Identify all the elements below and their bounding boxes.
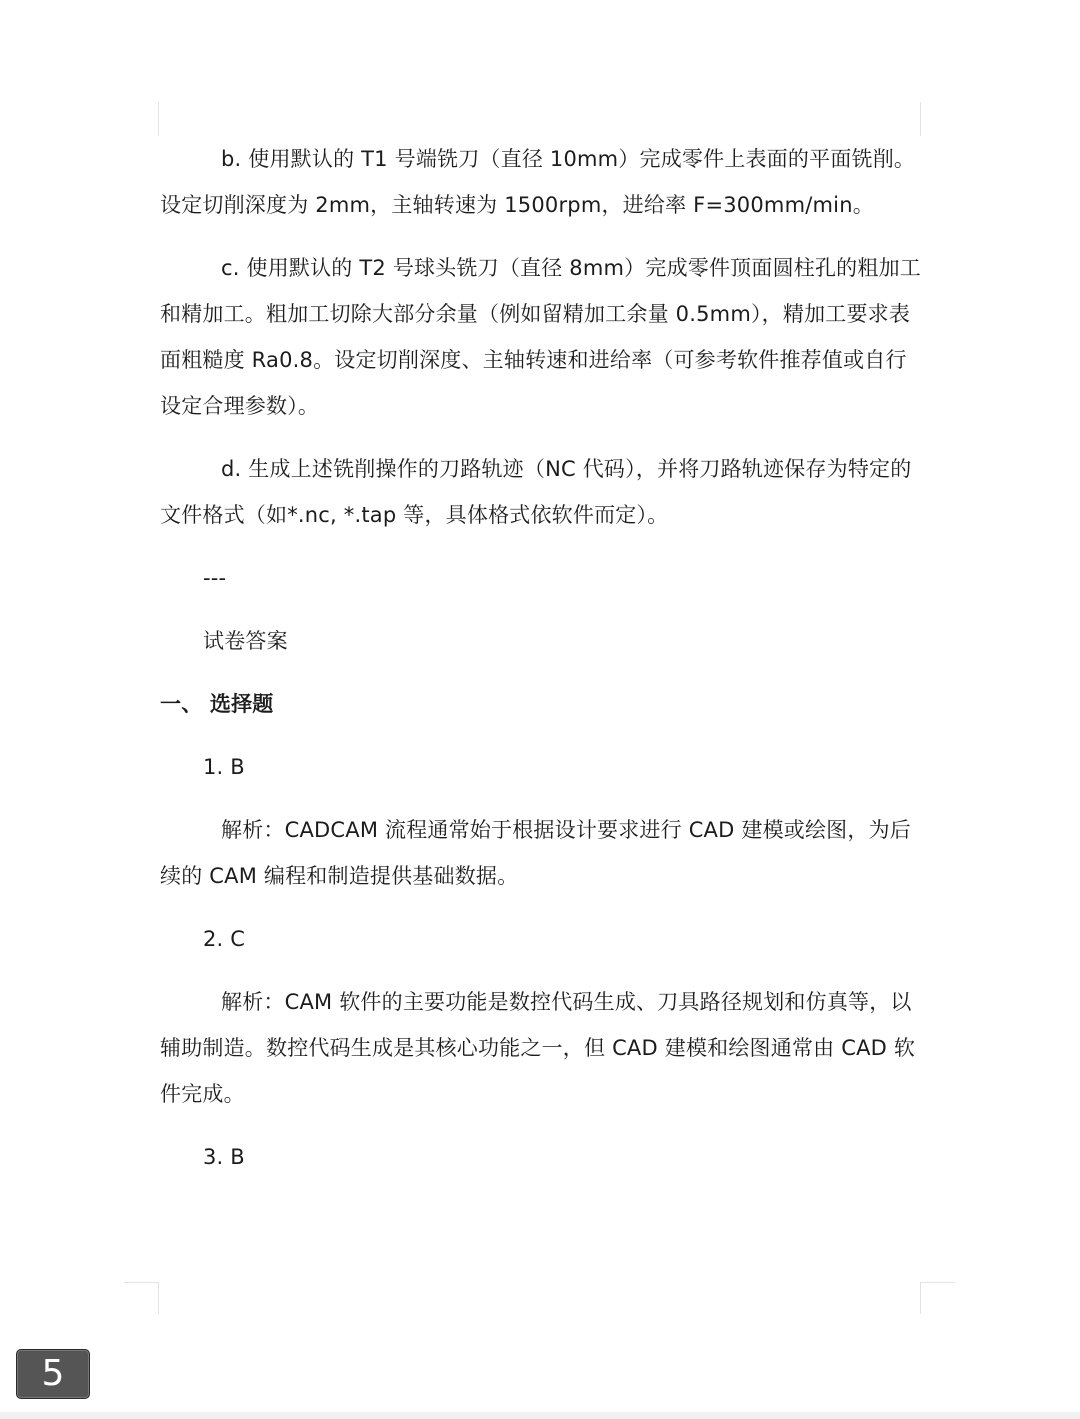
separator-text: --- (203, 566, 227, 590)
crop-mark-bottom-right-horizontal (921, 1282, 955, 1283)
bottom-edge-strip (0, 1412, 1080, 1419)
section-heading: 一、 选择题 (160, 692, 274, 716)
crop-mark-top-right (920, 102, 921, 136)
paragraph-b: b. 使用默认的 T1 号端铣刀（直径 10mm）完成零件上表面的平面铣削。设定切削深度为 2mm，主轴转速为 1500rpm，进给率 F=300mm/min。 (160, 147, 916, 217)
analysis-1: 解析：CADCAM 流程通常始于根据设计要求进行 CAD 建模或绘图，为后续的 CAM 编程和制造提供基础数据。 (160, 818, 911, 888)
page-number-badge: 5 (16, 1349, 90, 1399)
answer-item-1: 1. B (203, 755, 245, 779)
paragraph-d: d. 生成上述铣削操作的刀路轨迹（NC 代码），并将刀路轨迹保存为特定的文件格式（如*.nc, *.tap 等，具体格式依软件而定）。 (160, 457, 912, 527)
answer-item-3: 3. B (203, 1145, 245, 1169)
crop-mark-bottom-right (920, 1282, 921, 1314)
answer-item-2: 2. C (203, 927, 246, 951)
analysis-2: 解析：CAM 软件的主要功能是数控代码生成、刀具路径规划和仿真等，以辅助制造。数控代码生成是其核心功能之一，但 CAD 建模和绘图通常由 CAD 软件完成。 (160, 990, 916, 1106)
document-body (160, 136, 924, 1180)
crop-mark-bottom-left-horizontal (124, 1282, 158, 1283)
crop-mark-top-left (158, 102, 159, 136)
paragraph-c: c. 使用默认的 T2 号球头铣刀（直径 8mm）完成零件顶面圆柱孔的粗加工和精加工。粗加工切除大部分余量（例如留精加工余量 0.5mm），精加工要求表面粗糙度 Ra0.8。设定切削深度、主轴转速和进给率（可参考软件推荐值或自行设定合理参数）。 (160, 256, 921, 418)
crop-mark-bottom-left (158, 1282, 159, 1314)
answers-title: 试卷答案 (203, 629, 288, 653)
